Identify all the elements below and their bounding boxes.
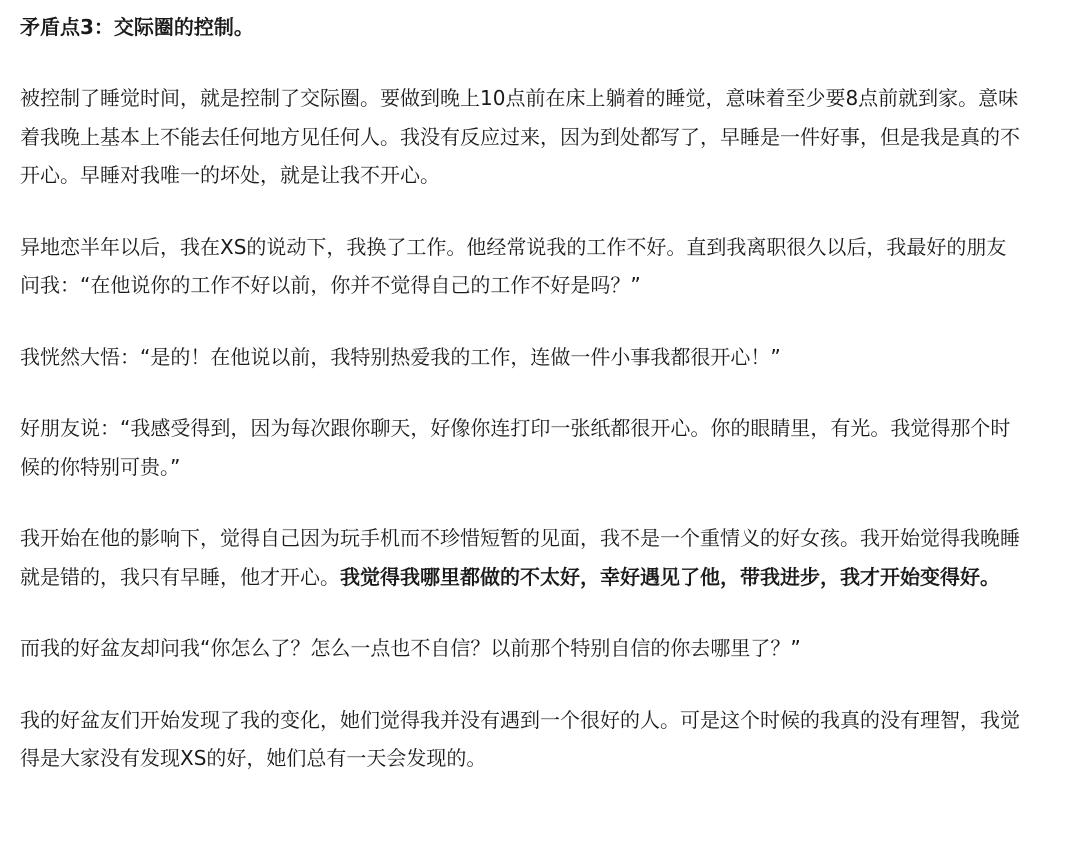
section-heading: 矛盾点3：交际圈的控制。 <box>20 15 254 39</box>
spacer <box>20 486 1020 519</box>
spacer <box>20 668 1020 701</box>
paragraph-7: 我的好盆友们开始发现了我的变化，她们觉得我并没有遇到一个很好的人。可是这个时候的我真的没有理智，我觉得是大家没有发现XS的好，她们总有一天会发现的。 <box>20 707 1020 770</box>
spacer <box>20 195 1020 228</box>
paragraph-5-bold-text: 我觉得我哪里都做的不太好，幸好遇见了他，带我进步，我才开始变得好。 <box>340 564 1000 589</box>
paragraph-5-text: 我开始在他的影响下，觉得自己因为玩手机而不珍惜短暂的见面，我不是一个重情义的好女孩。我开始觉得我晚睡就是错的，我只有早睡，他才开心。 <box>20 526 1020 589</box>
paragraph-4: 好朋友说：“我感受得到，因为每次跟你聊天，好像你连打印一张纸都很开心。你的眼睛里，有光。我觉得那个时候的你特别可贵。” <box>20 416 1011 479</box>
spacer <box>20 596 1020 629</box>
paragraph-2: 异地恋半年以后，我在XS的说动下，我换了工作。他经常说我的工作不好。直到我离职很久以后，我最好的朋友问我：“在他说你的工作不好以前，你并不觉得自己的工作不好是吗？” <box>20 234 1007 297</box>
paragraph-1: 被控制了睡觉时间，就是控制了交际圈。要做到晚上10点前在床上躺着的睡觉，意味着至少要8点前就到家。意味着我晚上基本上不能去任何地方见任何人。我没有反应过来，因为到处都写了，早睡是一件好事，但是我是真的不开心。早睡对我唯一的坏处，就是让我不开心。 <box>20 86 1020 187</box>
spacer <box>20 46 1020 79</box>
paragraph-6: 而我的好盆友却问我“你怎么了？怎么一点也不自信？以前那个特别自信的你去哪里了？” <box>20 636 801 660</box>
paragraph-3: 我恍然大悟：“是的！在他说以前，我特别热爱我的工作，连做一件小事我都很开心！” <box>20 344 781 369</box>
paragraph-5 <box>20 519 1020 596</box>
spacer <box>20 305 1020 338</box>
spacer <box>20 376 1020 409</box>
